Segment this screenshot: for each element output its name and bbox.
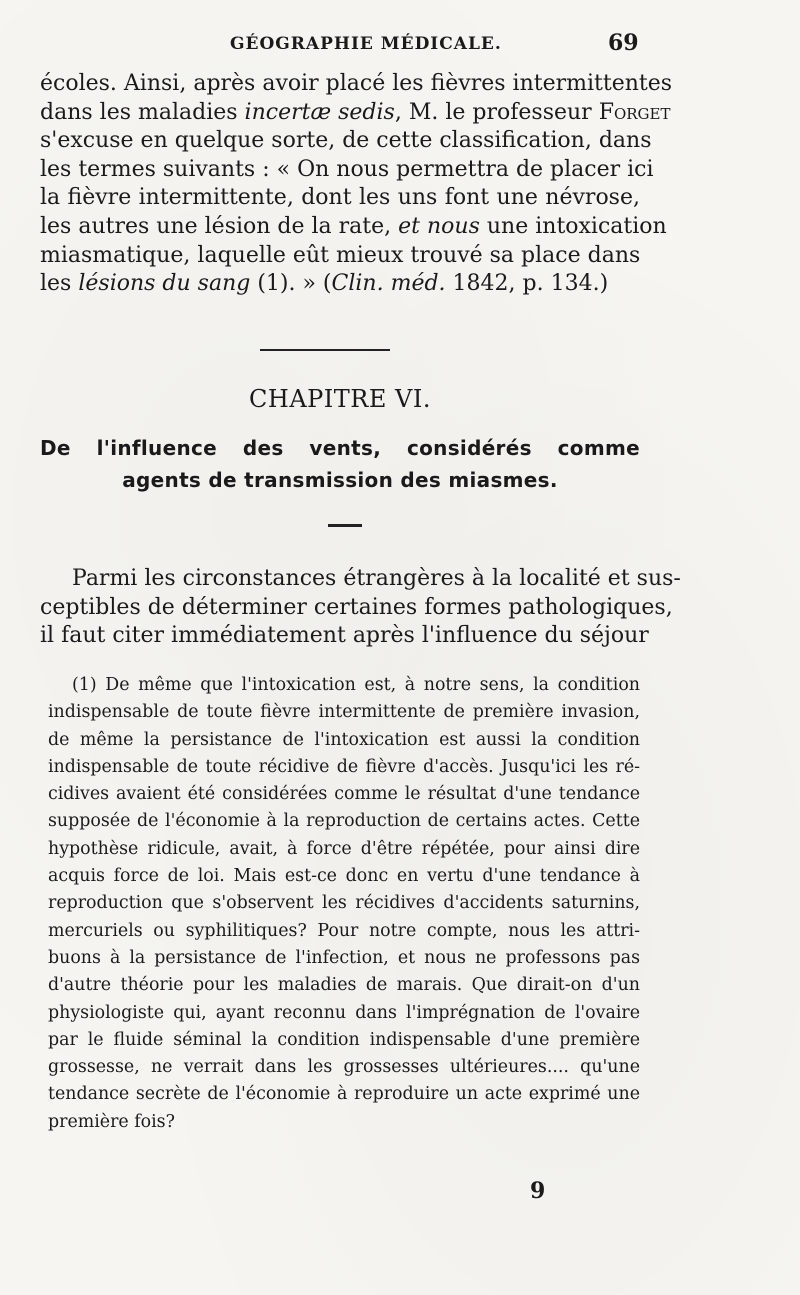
- footnote: [48, 672, 640, 1136]
- footnote-line: (1) De même que l'intoxication est, à notre sens, la condition: [72, 675, 640, 695]
- text-line: les lésions du sang (1). » (Clin. méd. 1842, p. 134.): [40, 271, 609, 297]
- text-line: Parmi les circonstances étrangères à la localité et sus-: [72, 566, 681, 591]
- footnote-line: grossesse, ne verrait dans les grossesses ultérieures.... qu'une: [48, 1057, 640, 1078]
- text-line: ceptibles de déterminer certaines formes pathologiques,: [40, 594, 673, 620]
- page-number: 69: [608, 30, 639, 56]
- footnote-line: hypothèse ridicule, avait, à force d'être répétée, pour ainsi dire: [48, 838, 640, 859]
- footnote-line: supposée de l'économie à la reproduction de certains actes. Cette: [48, 811, 640, 832]
- section-divider: [260, 349, 390, 351]
- footnote-line: première fois?: [48, 1111, 175, 1132]
- footnote-line: physiologiste qui, ayant reconnu dans l'imprégnation de l'ovaire: [48, 1002, 640, 1023]
- footnote-line: buons à la persistance de l'infection, et nous ne professons pas: [48, 947, 640, 968]
- chapter-paragraph: [40, 565, 681, 651]
- text-line: il faut citer immédiatement après l'influence du séjour: [40, 623, 649, 649]
- chapter-title: [40, 432, 640, 496]
- footnote-line: indispensable de toute fièvre intermittente de première invasion,: [48, 702, 640, 723]
- short-divider: [328, 524, 362, 527]
- running-title: GÉOGRAPHIE MÉDICALE.: [230, 34, 502, 54]
- text-line: les autres une lésion de la rate, et nous une intoxication: [40, 213, 667, 239]
- footnote-line: par le fluide séminal la condition indispensable d'une première: [48, 1029, 640, 1050]
- footnote-line: acquis force de loi. Mais est-ce donc en vertu d'une tendance à: [48, 866, 640, 887]
- chapter-heading: CHAPITRE VI.: [249, 385, 431, 413]
- footnote-line: cidives avaient été considérées comme le résultat d'une tendance: [48, 784, 640, 805]
- text-line: écoles. Ainsi, après avoir placé les fièvres intermittentes: [40, 71, 673, 96]
- footnote-line: d'autre théorie pour les maladies de marais. Que dirait-on d'un: [48, 975, 640, 996]
- opening-paragraph: [40, 70, 673, 299]
- footnote-line: mercuriels ou syphilitiques? Pour notre compte, nous les attri-: [48, 920, 640, 941]
- footnote-line: reproduction que s'observent les récidives d'accidents saturnins,: [48, 893, 640, 914]
- text-line: s'excuse en quelque sorte, de cette classification, dans: [40, 128, 652, 154]
- text-line: miasmatique, laquelle eût mieux trouvé sa place dans: [40, 242, 641, 268]
- chapter-title-line: De l'influence des vents, considérés comme: [40, 436, 640, 460]
- text-line: dans les maladies incertæ sedis, M. le professeur Forget: [40, 99, 671, 125]
- footnote-line: tendance secrète de l'économie à reproduire un acte exprimé une: [48, 1084, 640, 1105]
- footnote-line: indispensable de toute récidive de fièvre d'accès. Jusqu'ici les ré-: [48, 756, 640, 777]
- signature-mark: 9: [530, 1178, 546, 1204]
- text-line: la fièvre intermittente, dont les uns font une névrose,: [40, 185, 640, 211]
- footnote-line: de même la persistance de l'intoxication est aussi la condition: [48, 729, 640, 750]
- text-line: les termes suivants : « On nous permettra de placer ici: [40, 156, 654, 182]
- chapter-title-line: agents de transmission des miasmes.: [122, 468, 558, 492]
